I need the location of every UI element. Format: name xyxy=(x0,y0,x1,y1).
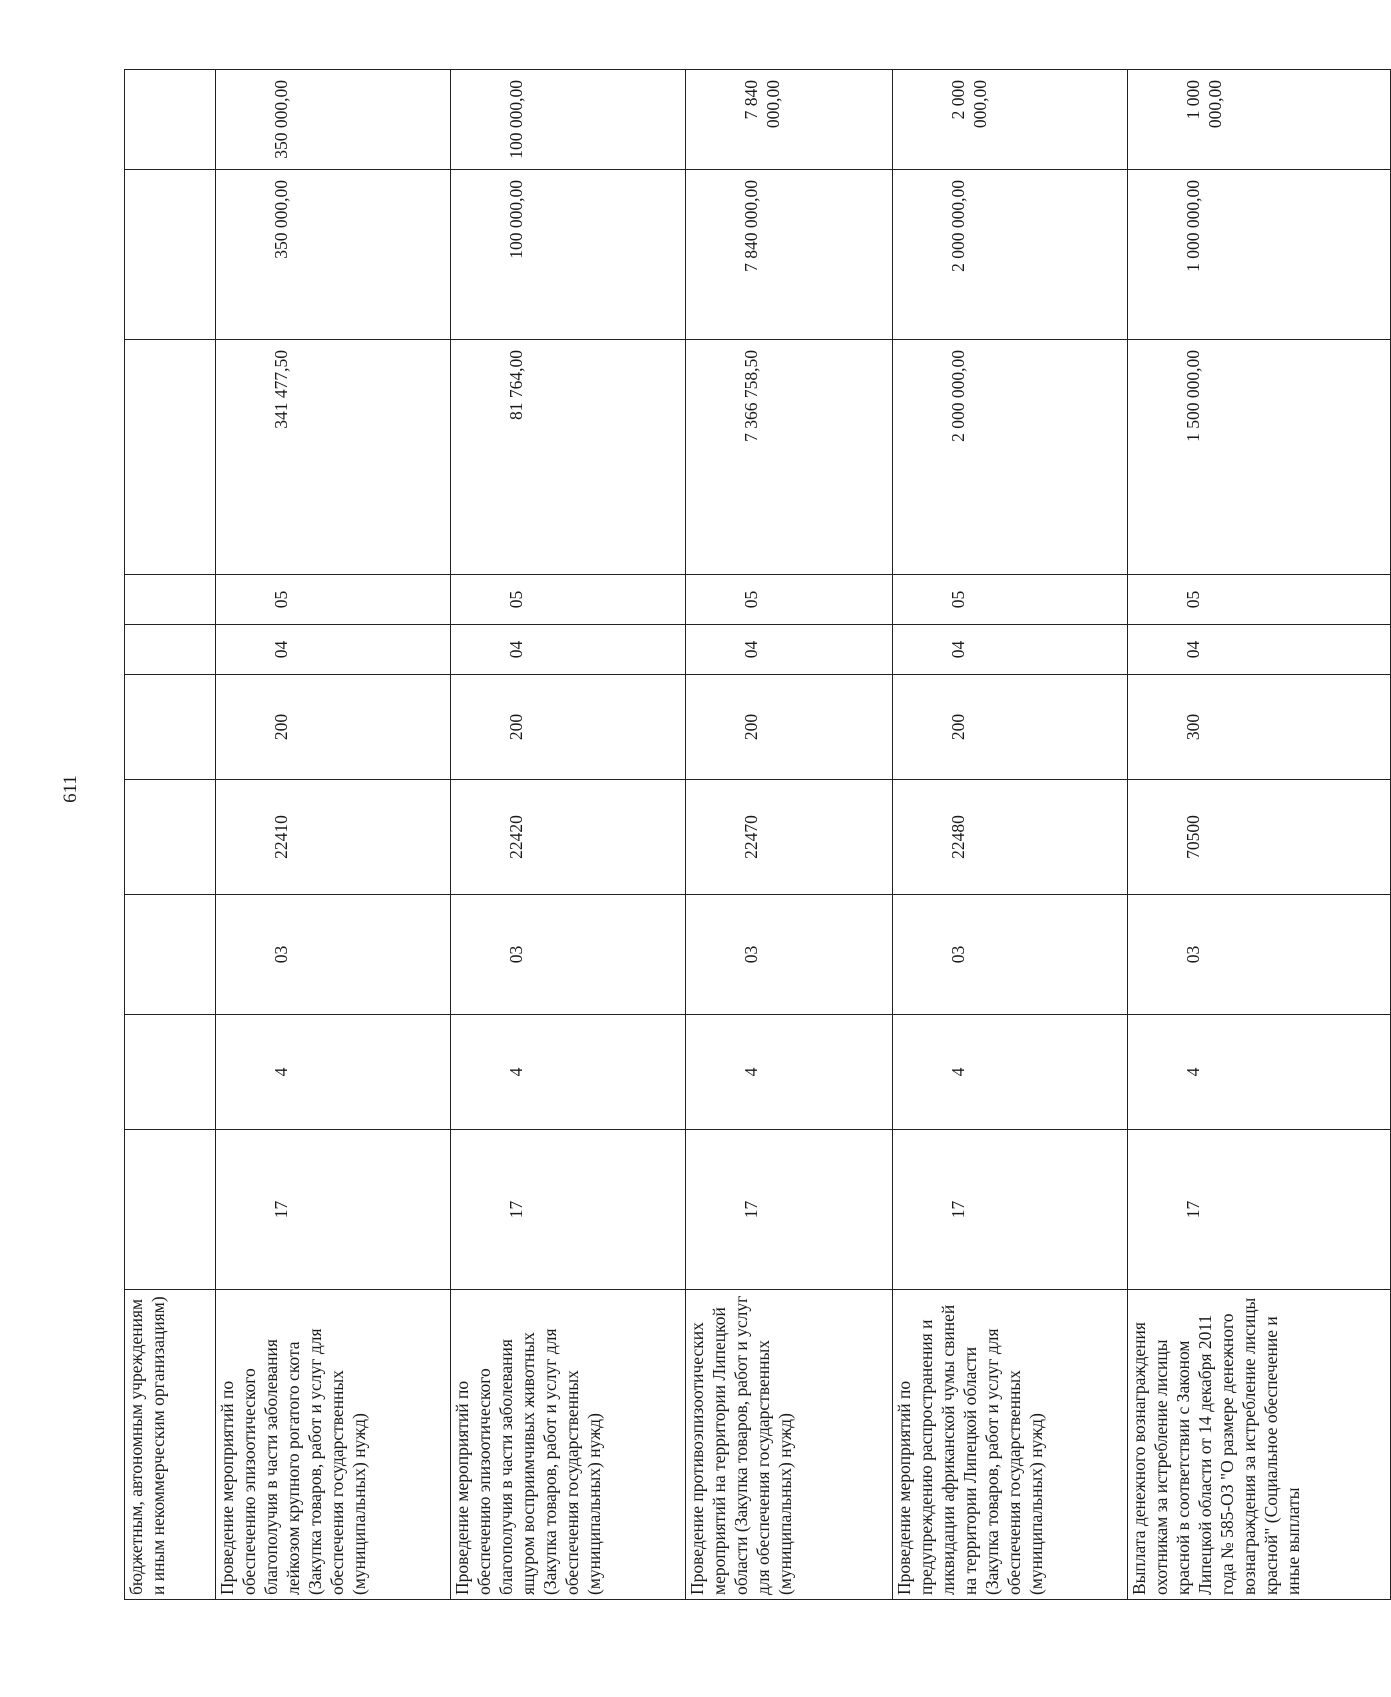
row-description: Выплата денежного вознаграждения охотникам за истребление лисицы красной в соответствии с Законом Липецкой области от 14 декабря 2011 года № 585-ОЗ "О размере денежного вознаграждения за истребление лисицы красной" (Социальное обеспечение и иные выплаты xyxy=(1128,1290,1391,1600)
code-f-cell: 04 xyxy=(686,625,893,675)
row-description: Проведение мероприятий по обеспечению эпизоотического благополучия в части заболевания лейкозом крупного рогатого скота (Закупка товаров, работ и услуг для обеспечения государственных (муниципальных) нужд) xyxy=(216,1290,451,1600)
code-a-cell: 17 xyxy=(216,1130,451,1290)
empty-cell xyxy=(125,675,216,780)
empty-cell xyxy=(125,170,216,340)
table-row xyxy=(451,70,686,1600)
row-description: бюджетным, автономным учреждениям и иным некоммерческим организациям) xyxy=(125,1290,216,1600)
code-g-cell: 05 xyxy=(893,575,1128,625)
empty-cell xyxy=(125,340,216,575)
code-g-cell: 05 xyxy=(216,575,451,625)
code-d-cell: 70500 xyxy=(1128,780,1391,895)
code-c-cell: 03 xyxy=(686,895,893,1015)
empty-cell xyxy=(125,1130,216,1290)
budget-table xyxy=(124,69,1391,1600)
code-g-cell: 05 xyxy=(1128,575,1391,625)
code-c-cell: 03 xyxy=(1128,895,1391,1015)
rotated-page xyxy=(60,70,1303,1600)
amount-3-cell: 100 000,00 xyxy=(451,70,686,170)
code-d-cell: 22410 xyxy=(216,780,451,895)
code-f-cell: 04 xyxy=(893,625,1128,675)
code-a-cell: 17 xyxy=(893,1130,1128,1290)
code-f-cell: 04 xyxy=(1128,625,1391,675)
code-b-cell: 4 xyxy=(1128,1015,1391,1130)
code-g-cell: 05 xyxy=(686,575,893,625)
code-b-cell: 4 xyxy=(451,1015,686,1130)
table-row xyxy=(893,70,1128,1600)
empty-cell xyxy=(125,70,216,170)
code-c-cell: 03 xyxy=(893,895,1128,1015)
code-b-cell: 4 xyxy=(686,1015,893,1130)
code-g-cell: 05 xyxy=(451,575,686,625)
empty-cell xyxy=(125,895,216,1015)
code-a-cell: 17 xyxy=(451,1130,686,1290)
code-f-cell: 04 xyxy=(216,625,451,675)
amount-2-cell: 100 000,00 xyxy=(451,170,686,340)
code-c-cell: 03 xyxy=(216,895,451,1015)
empty-cell xyxy=(125,575,216,625)
table-row xyxy=(1128,70,1391,1600)
page-number: 611 xyxy=(60,775,81,803)
code-e-cell: 200 xyxy=(216,675,451,780)
amount-3-cell: 1 000 000,00 xyxy=(1128,70,1391,170)
code-a-cell: 17 xyxy=(1128,1130,1391,1290)
code-c-cell: 03 xyxy=(451,895,686,1015)
code-e-cell: 200 xyxy=(893,675,1128,780)
code-b-cell: 4 xyxy=(893,1015,1128,1130)
empty-cell xyxy=(125,780,216,895)
code-d-cell: 22480 xyxy=(893,780,1128,895)
code-e-cell: 300 xyxy=(1128,675,1391,780)
amount-1-cell: 81 764,00 xyxy=(451,340,686,575)
amount-1-cell: 2 000 000,00 xyxy=(893,340,1128,575)
row-description: Проведение противоэпизоотических мероприятий на территории Липецкой области (Закупка товаров, работ и услуг для обеспечения государственных (муниципальных) нужд) xyxy=(686,1290,893,1600)
empty-cell xyxy=(125,1015,216,1130)
code-d-cell: 22470 xyxy=(686,780,893,895)
amount-3-cell: 7 840 000,00 xyxy=(686,70,893,170)
code-d-cell: 22420 xyxy=(451,780,686,895)
code-e-cell: 200 xyxy=(451,675,686,780)
amount-2-cell: 7 840 000,00 xyxy=(686,170,893,340)
amount-1-cell: 1 500 000,00 xyxy=(1128,340,1391,575)
table-row xyxy=(125,70,216,1600)
table-row xyxy=(686,70,893,1600)
code-f-cell: 04 xyxy=(451,625,686,675)
row-description: Проведение мероприятий по обеспечению эпизоотического благополучия в части заболевания ящуром восприимчивых животных (Закупка товаров, работ и услуг для обеспечения государственных (муниципальных) нужд) xyxy=(451,1290,686,1600)
amount-3-cell: 2 000 000,00 xyxy=(893,70,1128,170)
amount-3-cell: 350 000,00 xyxy=(216,70,451,170)
code-a-cell: 17 xyxy=(686,1130,893,1290)
table-row xyxy=(216,70,451,1600)
row-description: Проведение мероприятий по предупреждению распространения и ликвидации африканской чумы свиней на территории Липецкой области (Закупка товаров, работ и услуг для обеспечения государственных (муниципальных) нужд) xyxy=(893,1290,1128,1600)
amount-2-cell: 350 000,00 xyxy=(216,170,451,340)
amount-2-cell: 1 000 000,00 xyxy=(1128,170,1391,340)
code-b-cell: 4 xyxy=(216,1015,451,1130)
amount-2-cell: 2 000 000,00 xyxy=(893,170,1128,340)
amount-1-cell: 341 477,50 xyxy=(216,340,451,575)
empty-cell xyxy=(125,625,216,675)
code-e-cell: 200 xyxy=(686,675,893,780)
amount-1-cell: 7 366 758,50 xyxy=(686,340,893,575)
